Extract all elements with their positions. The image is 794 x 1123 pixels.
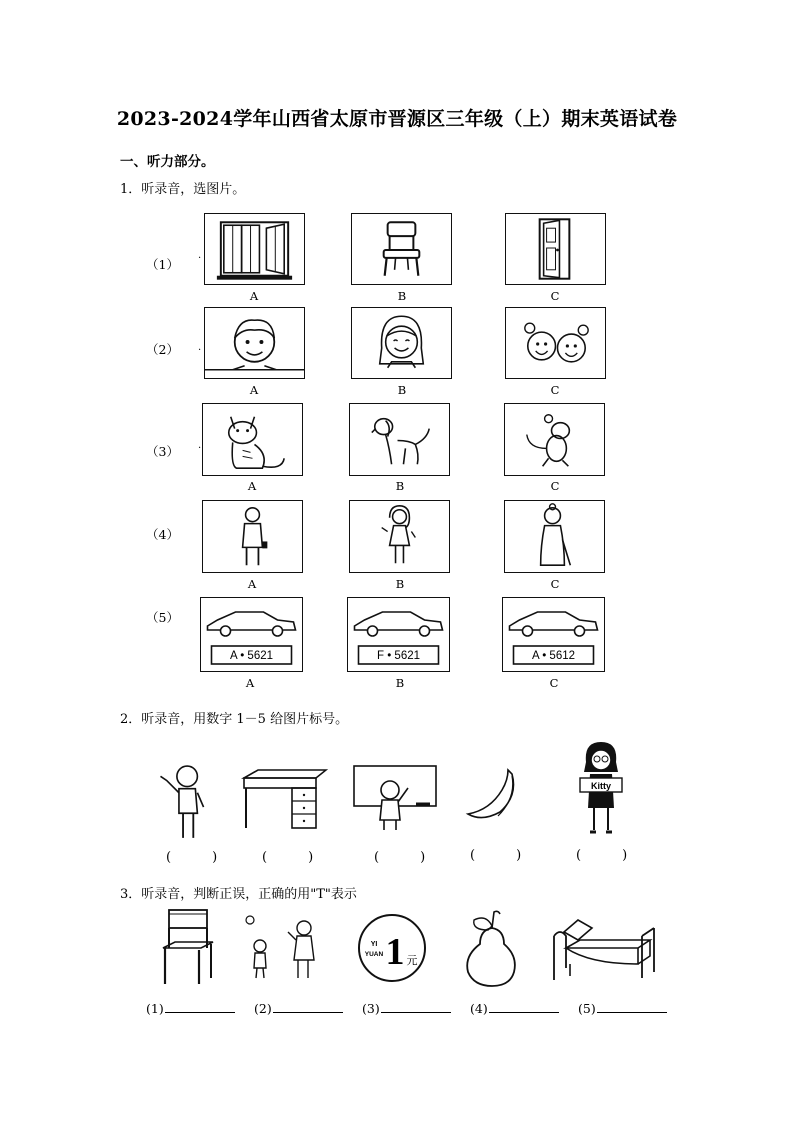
chair-icon: [352, 214, 451, 284]
option-letter: C: [550, 479, 560, 493]
answer-paren-2[interactable]: ( ): [262, 850, 328, 865]
option-letter: A: [247, 479, 257, 493]
option-car-b-image[interactable]: [347, 597, 450, 672]
boy-face-icon: [205, 308, 304, 378]
banana-icon: [462, 766, 522, 822]
option-letter: C: [550, 289, 560, 303]
blank-line[interactable]: [381, 1000, 451, 1013]
section-listening-heading: 一、听力部分。: [120, 154, 215, 170]
option-letter: B: [395, 577, 405, 591]
option-letter: C: [550, 383, 560, 397]
option-girl-image[interactable]: [351, 307, 452, 379]
option-window-image[interactable]: [204, 213, 305, 285]
answer-paren-1[interactable]: ( ): [166, 850, 232, 865]
car-icon: [348, 598, 449, 671]
blank-line[interactable]: [165, 1000, 235, 1013]
kitty-girl-icon: [572, 740, 630, 838]
option-letter: A: [249, 289, 259, 303]
blank-label: (3): [362, 1001, 380, 1016]
desk-picture: [240, 766, 328, 832]
option-cat-image[interactable]: [202, 403, 303, 476]
row-5-label: （5）: [146, 610, 179, 625]
option-letter: B: [397, 289, 407, 303]
option-mouse-image[interactable]: [504, 403, 605, 476]
license-plate-text: F • 5621: [376, 650, 421, 662]
coin-number-text: 1: [385, 931, 405, 973]
answer-paren-4[interactable]: ( ): [470, 848, 536, 863]
blank-line[interactable]: [489, 1000, 559, 1013]
answer-blank-4[interactable]: [470, 1000, 559, 1016]
option-letter: A: [245, 676, 255, 690]
option-boy-image[interactable]: [204, 307, 305, 379]
coin-unit-text: 元: [406, 954, 418, 967]
blank-label: (5): [578, 1001, 596, 1016]
woman-icon: [350, 501, 449, 572]
option-car-a-image[interactable]: [200, 597, 303, 672]
coin-yi-text: YI: [370, 941, 378, 948]
answer-blank-5[interactable]: [578, 1000, 667, 1016]
answer-blank-1[interactable]: [146, 1000, 235, 1016]
blank-label: (1): [146, 1001, 164, 1016]
kitty-sign-text: Kitty: [591, 781, 611, 791]
option-letter: A: [249, 383, 259, 397]
coin-icon: [356, 912, 428, 984]
bed-picture: [550, 912, 660, 984]
answer-paren-5[interactable]: ( ): [576, 848, 642, 863]
option-letter: C: [550, 577, 560, 591]
girl-face-icon: [352, 308, 451, 378]
page-title: 2023-2024学年山西省太原市晋源区三年级（上）期末英语试卷: [116, 108, 678, 130]
car-icon: [201, 598, 302, 671]
one-yuan-coin-picture: [356, 912, 428, 984]
chair-icon: [155, 906, 217, 988]
boy-and-woman-picture: [240, 912, 322, 984]
option-letter: B: [397, 383, 407, 397]
question-3-prompt: 3．听录音，判断正误，正确的用"T"表示: [120, 887, 357, 902]
option-car-c-image[interactable]: [502, 597, 605, 672]
pear-picture: [454, 908, 520, 988]
boy-waving-picture: [150, 762, 212, 844]
option-grandma-image[interactable]: [504, 500, 605, 573]
dot-mark: .: [198, 342, 202, 353]
question-2-prompt: 2．听录音，用数字 1－5 给图片标号。: [120, 712, 349, 727]
row-2-label: （2）: [146, 342, 179, 357]
people-greeting-icon: [240, 912, 322, 984]
mouse-icon: [505, 404, 604, 475]
chair-picture: [155, 906, 217, 988]
door-icon: [506, 214, 605, 284]
license-plate-text: A • 5612: [531, 650, 576, 662]
cat-icon: [203, 404, 302, 475]
coin-yuan-text: YUAN: [364, 951, 384, 958]
kitty-girl-picture: [572, 740, 630, 838]
option-woman-image[interactable]: [349, 500, 450, 573]
dog-icon: [350, 404, 449, 475]
blank-line[interactable]: [273, 1000, 343, 1013]
blank-line[interactable]: [597, 1000, 667, 1013]
row-4-label: （4）: [146, 527, 179, 542]
blackboard-icon: [350, 764, 440, 832]
answer-paren-3[interactable]: ( ): [374, 850, 440, 865]
desk-icon: [240, 766, 328, 832]
option-letter: A: [247, 577, 257, 591]
man-icon: [203, 501, 302, 572]
bed-icon: [550, 912, 660, 984]
answer-blank-3[interactable]: [362, 1000, 451, 1016]
two-kids-face-icon: [506, 308, 605, 378]
boy-at-blackboard-picture: [350, 764, 440, 832]
row-1-label: （1）: [146, 257, 179, 272]
option-two-kids-image[interactable]: [505, 307, 606, 379]
grandma-icon: [505, 501, 604, 572]
window-icon: [205, 214, 304, 284]
option-dog-image[interactable]: [349, 403, 450, 476]
pear-icon: [454, 908, 520, 988]
dot-mark: .: [198, 440, 202, 451]
question-1-prompt: 1．听录音，选图片。: [120, 182, 246, 197]
option-letter: B: [395, 676, 405, 690]
answer-blank-2[interactable]: [254, 1000, 343, 1016]
dot-mark: .: [198, 250, 202, 261]
option-man-image[interactable]: [202, 500, 303, 573]
car-icon: [503, 598, 604, 671]
option-letter: B: [395, 479, 405, 493]
license-plate-text: A • 5621: [229, 650, 274, 662]
blank-label: (4): [470, 1001, 488, 1016]
banana-picture: [462, 766, 522, 822]
blank-label: (2): [254, 1001, 272, 1016]
boy-waving-icon: [150, 762, 212, 844]
option-door-image[interactable]: [505, 213, 606, 285]
row-3-label: （3）: [146, 444, 179, 459]
option-chair-image[interactable]: [351, 213, 452, 285]
option-letter: C: [549, 676, 559, 690]
